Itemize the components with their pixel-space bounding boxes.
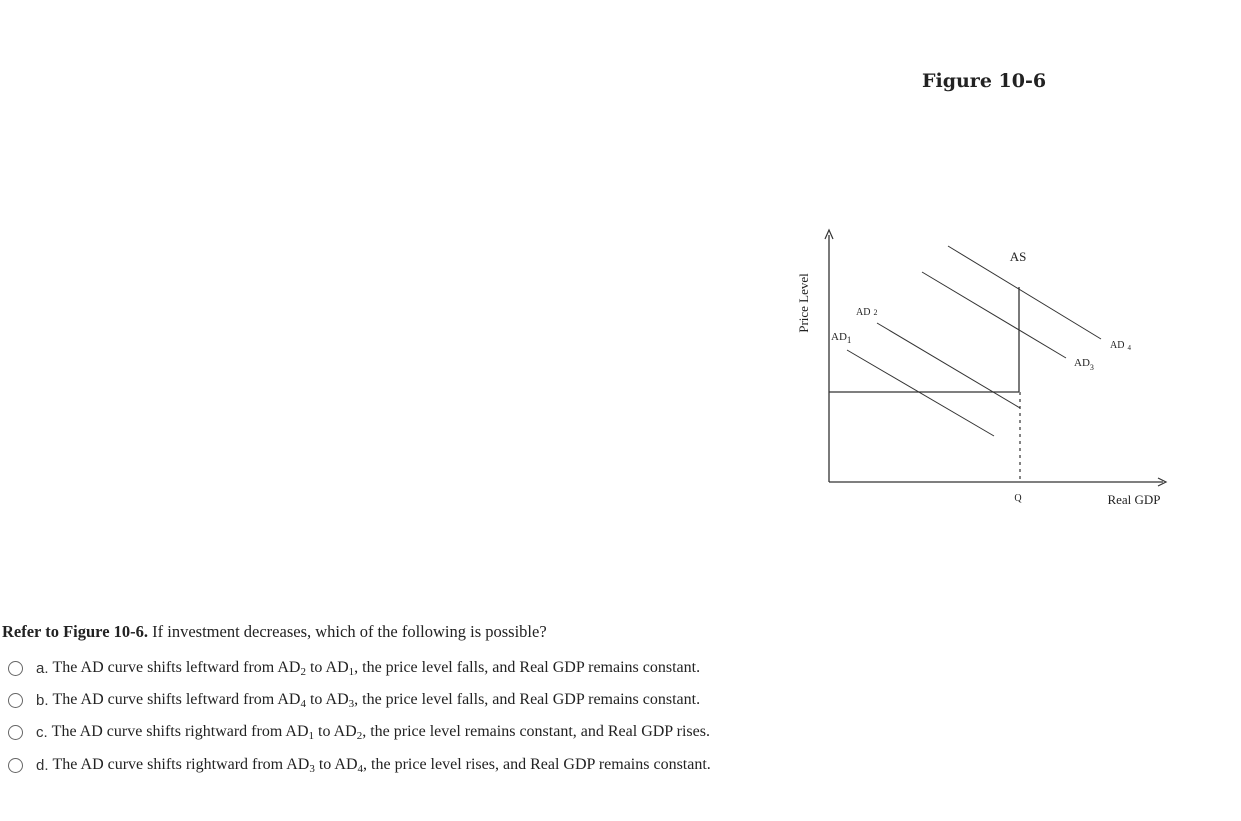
ad1-label: [831, 331, 851, 345]
option-text: The AD curve shifts leftward from $AD_2$ to $AD_1$, the price level falls, and Real GDP remains constant.: [52, 658, 701, 678]
option-d[interactable]: [8, 749, 711, 781]
q-tick-label: Q: [1014, 493, 1022, 504]
y-axis-label: Price Level: [796, 273, 811, 333]
radio-button-a[interactable]: [8, 661, 23, 676]
option-b[interactable]: [8, 684, 711, 716]
option-letter: b.: [36, 691, 49, 709]
question-ref: Refer to Figure 10-6.: [2, 622, 149, 641]
ad3-label-main: AD: [1074, 357, 1090, 369]
option-text: The AD curve shifts rightward from $AD_3$ to $AD_4$, the price level rises, and Real GDP remains constant.: [52, 755, 711, 775]
ad4-label-sub: 4: [1127, 344, 1131, 352]
ad2-label-sub: 2: [873, 308, 878, 317]
option-c[interactable]: [8, 717, 711, 749]
ad4-label-main: AD: [1110, 340, 1125, 351]
option-letter: a.: [36, 659, 49, 677]
ad2-label-main: AD: [856, 307, 871, 318]
question-body: If investment decreases, which of the following is possible?: [148, 622, 547, 641]
ad-as-diagram: [780, 215, 1200, 525]
ad3-label: [1074, 357, 1094, 372]
as-label: AS: [1009, 249, 1027, 264]
radio-button-b[interactable]: [8, 693, 23, 708]
option-letter: d.: [36, 756, 49, 774]
figure-title: Figure 10-6: [922, 70, 1047, 92]
answer-options: [8, 652, 711, 781]
ad1-curve: [847, 350, 994, 436]
ad3-curve: [922, 272, 1066, 358]
option-text: The AD curve shifts leftward from $AD_4$ to $AD_3$, the price level falls, and Real GDP remains constant.: [52, 690, 701, 710]
ad1-label-main: AD: [831, 331, 847, 343]
radio-button-d[interactable]: [8, 758, 23, 773]
ad3-label-sub: 3: [1089, 363, 1094, 372]
question-text: [2, 622, 547, 642]
radio-button-c[interactable]: [8, 725, 23, 740]
option-a[interactable]: [8, 652, 711, 684]
ad2-label: [856, 307, 877, 318]
ad1-label-sub: 1: [846, 335, 852, 345]
option-text: The AD curve shifts rightward from $AD_1$ to $AD_2$, the price level remains constant, and Real GDP rises.: [51, 723, 710, 743]
option-letter: c.: [36, 724, 48, 742]
ad2-curve: [877, 323, 1020, 408]
x-axis-label: Real GDP: [1107, 492, 1161, 507]
ad4-label: [1110, 340, 1131, 352]
